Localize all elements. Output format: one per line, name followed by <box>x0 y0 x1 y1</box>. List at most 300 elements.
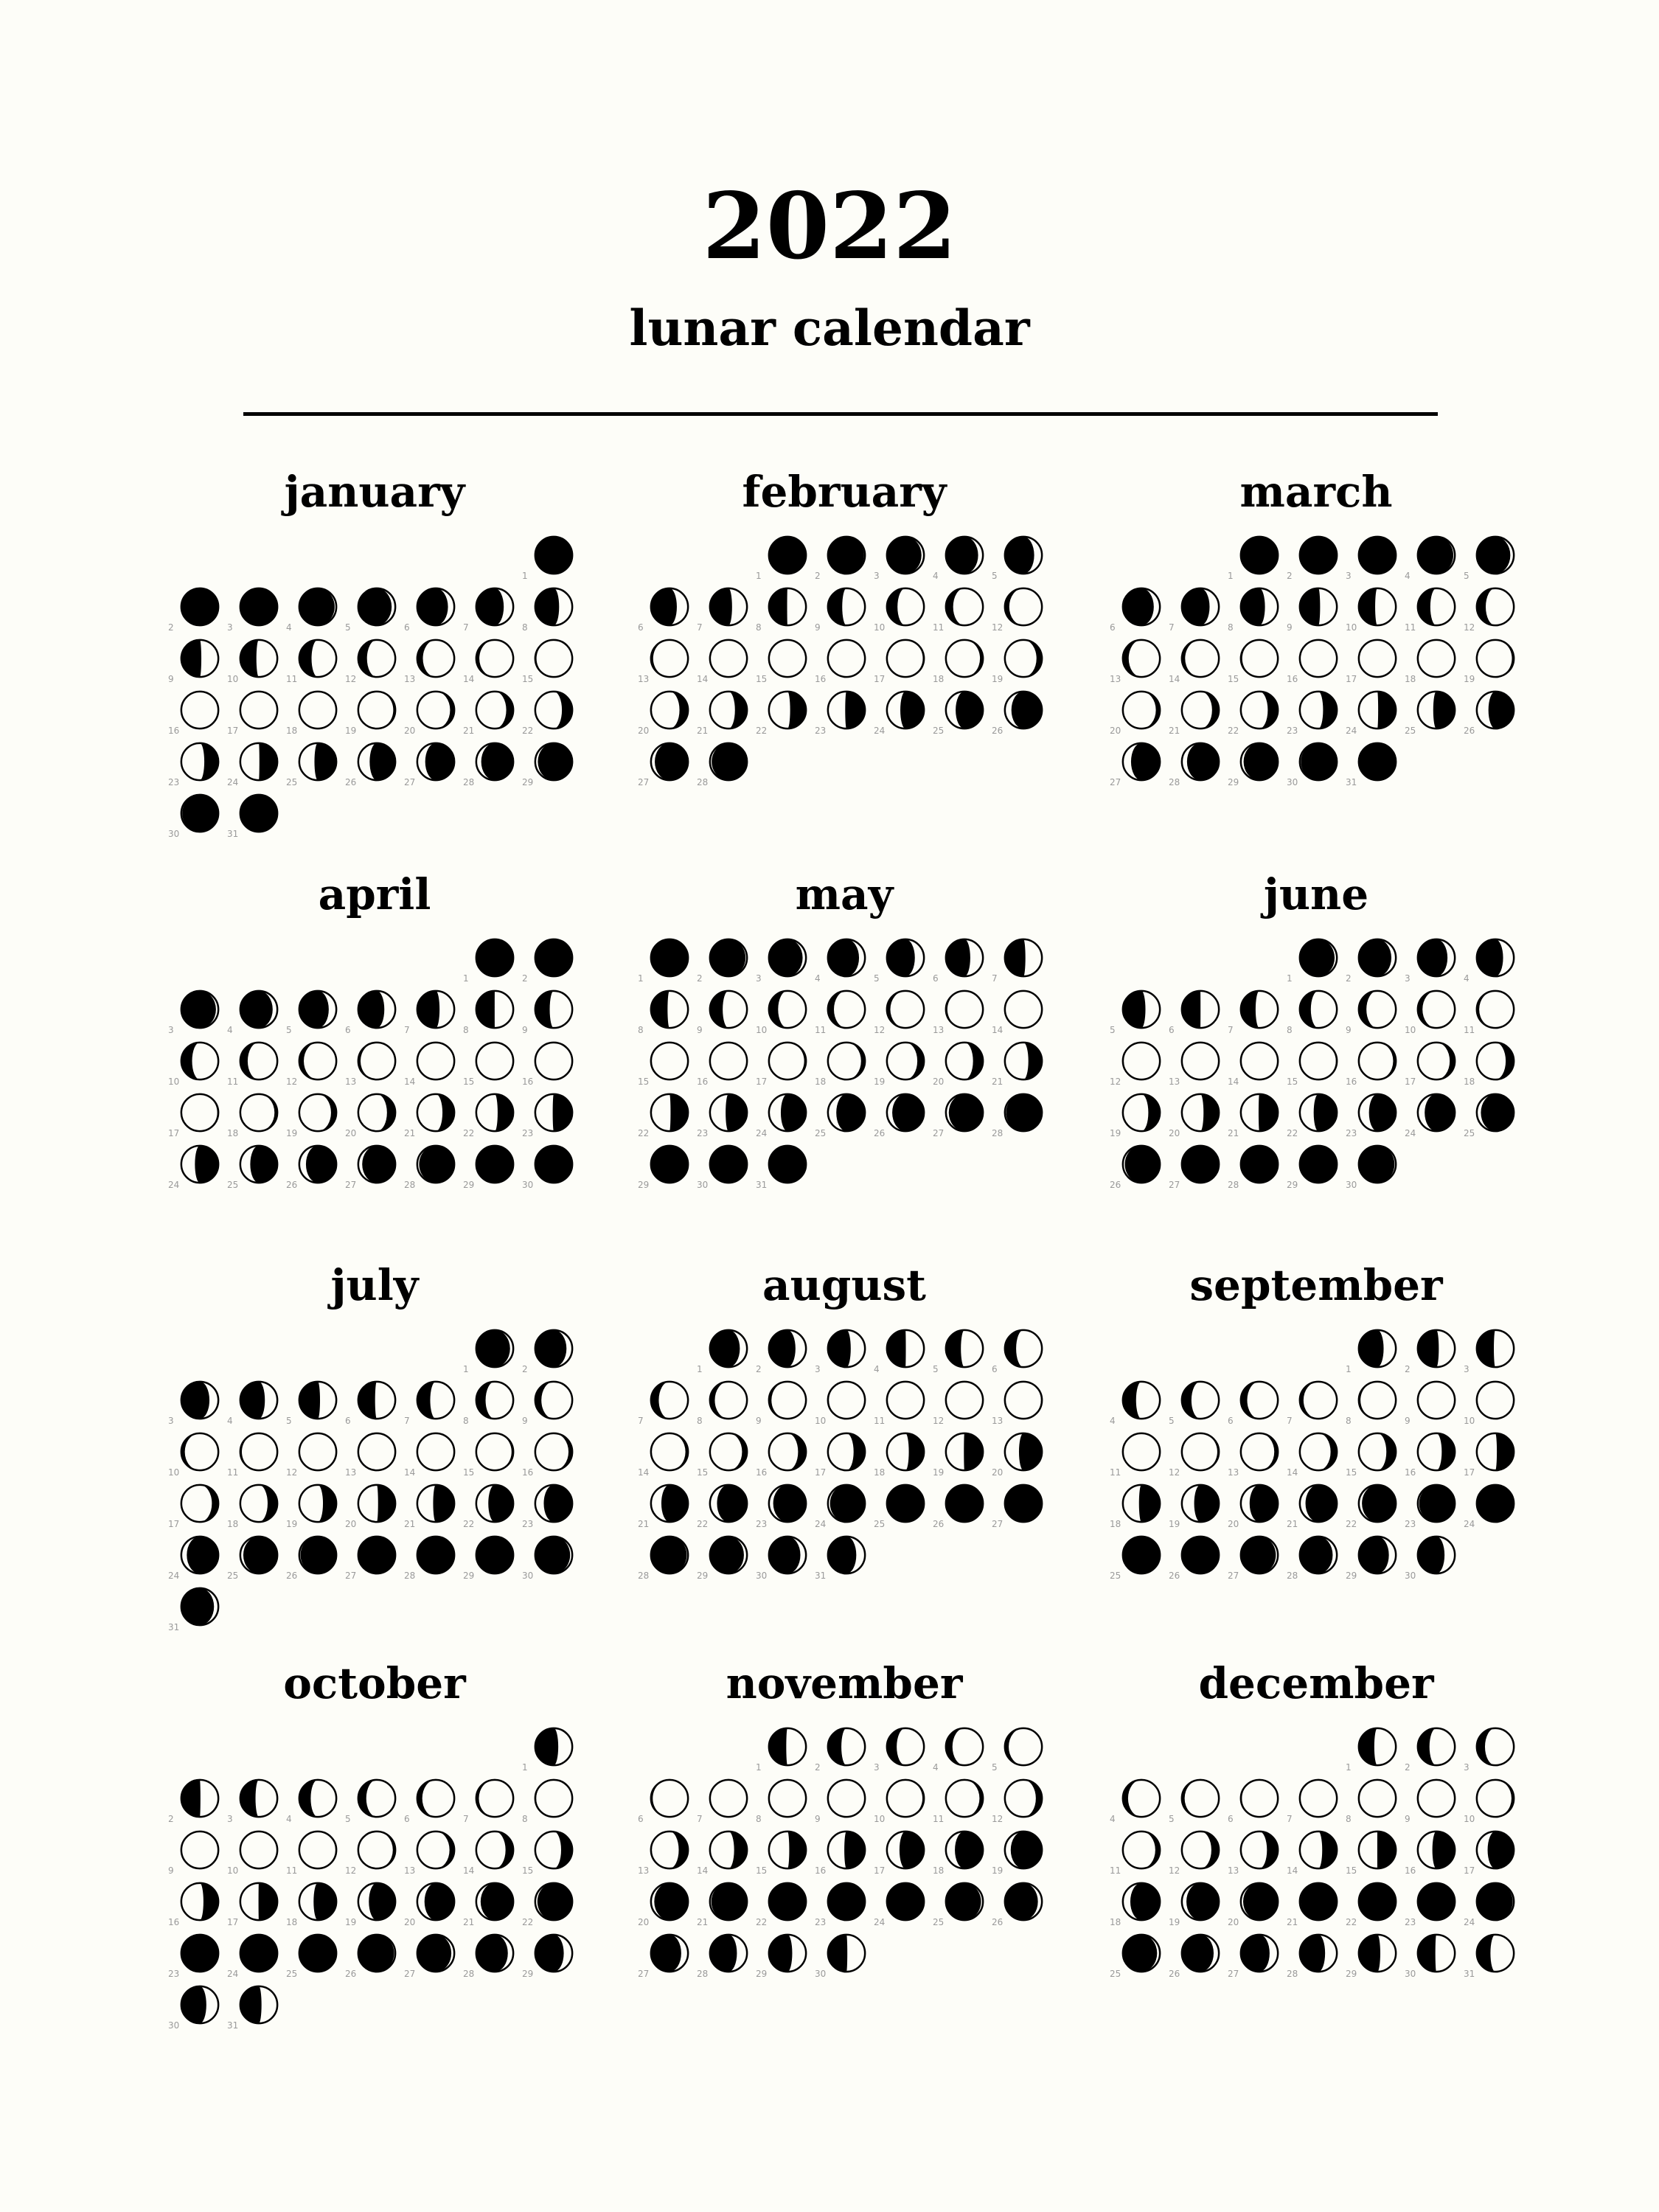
moon-phase-icon <box>355 988 398 1031</box>
moon-day <box>815 689 871 740</box>
moon-day <box>1287 637 1343 689</box>
moon-day <box>404 637 460 689</box>
day-number: 9 <box>756 1416 762 1426</box>
moon-day <box>1346 936 1402 988</box>
day-number: 28 <box>404 1180 416 1190</box>
day-number: 22 <box>756 726 768 736</box>
day-number: 25 <box>227 1180 239 1190</box>
day-number: 22 <box>522 726 534 736</box>
day-number: 2 <box>522 973 528 984</box>
moon-phase-icon <box>178 1379 221 1422</box>
moon-day <box>227 585 283 637</box>
moon-phase-icon <box>884 534 927 577</box>
moon-phase-icon <box>825 1327 868 1370</box>
moon-phase-icon <box>1356 1091 1399 1134</box>
day-number: 25 <box>1110 1571 1121 1581</box>
day-number: 2 <box>1405 1364 1411 1374</box>
day-number: 13 <box>1110 674 1121 684</box>
moon-phase-icon <box>707 585 750 628</box>
moon-phase-icon <box>1474 1725 1517 1768</box>
moon-day <box>1405 1725 1461 1777</box>
day-number: 19 <box>1169 1519 1180 1529</box>
day-number: 7 <box>1228 1025 1234 1035</box>
moon-day <box>1287 1777 1343 1829</box>
moon-phase-icon <box>943 1482 986 1525</box>
moon-day <box>1287 689 1343 740</box>
day-number: 12 <box>933 1416 945 1426</box>
moon-day <box>638 585 694 637</box>
day-number: 6 <box>345 1416 351 1426</box>
moon-day <box>638 1880 694 1932</box>
moon-day <box>756 1091 812 1143</box>
day-number: 7 <box>1169 622 1175 633</box>
moon-day <box>697 1379 753 1430</box>
moon-day <box>522 534 578 585</box>
day-number: 30 <box>1346 1180 1357 1190</box>
moon-day <box>404 1829 460 1880</box>
moon-day <box>756 988 812 1040</box>
moon-day <box>522 936 578 988</box>
day-number: 28 <box>1287 1969 1298 1979</box>
moon-day <box>756 1725 812 1777</box>
day-number: 15 <box>756 1865 768 1876</box>
day-number: 26 <box>1464 726 1475 736</box>
day-number: 12 <box>345 1865 357 1876</box>
moon-phase-icon <box>355 1091 398 1134</box>
day-number: 22 <box>756 1917 768 1927</box>
moon-day <box>1287 1932 1343 1983</box>
moon-phase-icon <box>237 1777 280 1820</box>
day-number: 22 <box>522 1917 534 1927</box>
moon-day <box>463 1091 519 1143</box>
day-number: 28 <box>638 1571 650 1581</box>
day-number: 15 <box>463 1467 475 1478</box>
moon-day <box>286 1829 342 1880</box>
moon-day <box>815 1482 871 1534</box>
moon-day <box>992 1327 1048 1379</box>
day-number: 14 <box>697 1865 709 1876</box>
moon-phase-icon <box>825 1430 868 1473</box>
moon-phase-icon <box>178 988 221 1031</box>
moon-phase-icon <box>532 1880 575 1923</box>
day-number: 9 <box>815 1814 821 1824</box>
moon-phase-icon <box>707 637 750 680</box>
day-number: 16 <box>1405 1865 1416 1876</box>
moon-day <box>404 1040 460 1091</box>
day-number: 13 <box>1169 1077 1180 1087</box>
moon-day <box>168 1379 224 1430</box>
moon-day <box>1110 1040 1166 1091</box>
moon-day <box>1228 740 1284 792</box>
moon-day <box>522 689 578 740</box>
moon-phase-icon <box>943 637 986 680</box>
moon-day <box>286 637 342 689</box>
day-number: 22 <box>1346 1917 1357 1927</box>
day-number: 23 <box>815 726 827 736</box>
moon-phase-icon <box>825 1777 868 1820</box>
moon-day <box>874 936 930 988</box>
moon-day <box>1169 1932 1225 1983</box>
moon-phase-icon <box>296 740 339 783</box>
moon-phase-icon <box>1356 1430 1399 1473</box>
day-number: 25 <box>286 1969 298 1979</box>
moon-phase-icon <box>178 1829 221 1871</box>
day-number: 4 <box>1464 973 1470 984</box>
day-number: 18 <box>227 1519 239 1529</box>
month-january <box>168 466 581 879</box>
moon-phase-icon <box>707 740 750 783</box>
moon-day <box>1228 1880 1284 1932</box>
moon-day <box>1287 1880 1343 1932</box>
day-number: 20 <box>933 1077 945 1087</box>
month-july <box>168 1259 581 1672</box>
moon-phase-icon <box>532 637 575 680</box>
day-number: 18 <box>815 1077 827 1087</box>
moon-phase-icon <box>707 1379 750 1422</box>
moon-phase-icon <box>825 1880 868 1923</box>
moon-day <box>1346 1482 1402 1534</box>
moon-phase-icon <box>414 1091 457 1134</box>
moon-phase-icon <box>1356 1482 1399 1525</box>
moon-day <box>1464 1725 1520 1777</box>
moon-day <box>168 1932 224 1983</box>
day-number: 15 <box>522 1865 534 1876</box>
day-number: 4 <box>815 973 821 984</box>
month-september <box>1110 1259 1523 1672</box>
day-number: 20 <box>638 1917 650 1927</box>
moon-phase-icon <box>1415 1482 1458 1525</box>
day-number: 8 <box>1287 1025 1293 1035</box>
moon-phase-icon <box>355 1482 398 1525</box>
moon-phase-icon <box>355 1143 398 1186</box>
day-number: 31 <box>227 829 239 839</box>
moon-grid <box>638 1658 1051 2070</box>
moon-phase-icon <box>532 936 575 979</box>
moon-phase-icon <box>1179 585 1222 628</box>
moon-phase-icon <box>532 1932 575 1975</box>
moon-day <box>168 1091 224 1143</box>
day-number: 12 <box>1464 622 1475 633</box>
moon-phase-icon <box>532 534 575 577</box>
moon-phase-icon <box>1297 1829 1340 1871</box>
moon-day <box>874 689 930 740</box>
moon-phase-icon <box>648 1932 691 1975</box>
day-number: 16 <box>815 674 827 684</box>
day-number: 9 <box>522 1416 528 1426</box>
moon-day <box>697 1143 753 1194</box>
day-number: 8 <box>697 1416 703 1426</box>
moon-day <box>756 1482 812 1534</box>
moon-phase-icon <box>825 1482 868 1525</box>
moon-day <box>463 936 519 988</box>
moon-day <box>1464 1777 1520 1829</box>
day-number: 12 <box>874 1025 886 1035</box>
day-number: 1 <box>1287 973 1293 984</box>
moon-phase-icon <box>1002 1379 1045 1422</box>
moon-day <box>1228 1932 1284 1983</box>
day-number: 30 <box>756 1571 768 1581</box>
moon-day <box>345 637 401 689</box>
moon-phase-icon <box>296 585 339 628</box>
moon-day <box>463 1932 519 1983</box>
moon-phase-icon <box>1415 1379 1458 1422</box>
day-number: 8 <box>756 622 762 633</box>
moon-phase-icon <box>1474 1777 1517 1820</box>
day-number: 15 <box>463 1077 475 1087</box>
moon-phase-icon <box>1474 534 1517 577</box>
day-number: 25 <box>933 1917 945 1927</box>
moon-day <box>815 1091 871 1143</box>
moon-phase-icon <box>766 689 809 731</box>
day-number: 5 <box>1464 571 1470 581</box>
moon-day <box>522 1534 578 1585</box>
day-number: 24 <box>874 726 886 736</box>
day-number: 1 <box>522 1762 528 1773</box>
moon-phase-icon <box>766 1327 809 1370</box>
moon-day <box>756 637 812 689</box>
day-number: 24 <box>168 1180 180 1190</box>
moon-phase-icon <box>178 1143 221 1186</box>
moon-day <box>286 1880 342 1932</box>
day-number: 18 <box>1110 1519 1121 1529</box>
moon-day <box>874 1482 930 1534</box>
moon-day <box>638 689 694 740</box>
moon-day <box>1169 1880 1225 1932</box>
moon-phase-icon <box>1415 534 1458 577</box>
moon-phase-icon <box>884 1040 927 1082</box>
moon-phase-icon <box>707 1534 750 1576</box>
month-name: january <box>284 467 465 517</box>
day-number: 11 <box>933 1814 945 1824</box>
moon-day <box>345 988 401 1040</box>
moon-phase-icon <box>178 1534 221 1576</box>
day-number: 12 <box>1110 1077 1121 1087</box>
moon-day <box>1464 689 1520 740</box>
moon-day <box>463 1482 519 1534</box>
moon-day <box>522 1880 578 1932</box>
day-number: 10 <box>874 1814 886 1824</box>
moon-phase-icon <box>473 1880 516 1923</box>
moon-day <box>286 1430 342 1482</box>
day-number: 6 <box>933 973 939 984</box>
day-number: 7 <box>992 973 998 984</box>
moon-day <box>345 585 401 637</box>
moon-grid <box>1110 466 1523 879</box>
day-number: 2 <box>1287 571 1293 581</box>
moon-phase-icon <box>296 689 339 731</box>
moon-day <box>992 1379 1048 1430</box>
moon-day <box>1405 1482 1461 1534</box>
moon-day <box>1464 1327 1520 1379</box>
moon-grid <box>1110 1259 1523 1672</box>
moon-phase-icon <box>648 740 691 783</box>
day-number: 22 <box>1346 1519 1357 1529</box>
moon-day <box>933 1880 989 1932</box>
moon-day <box>1346 1725 1402 1777</box>
day-number: 9 <box>1287 622 1293 633</box>
moon-phase-icon <box>648 1040 691 1082</box>
moon-phase-icon <box>707 988 750 1031</box>
moon-phase-icon <box>1356 740 1399 783</box>
moon-day <box>1405 689 1461 740</box>
moon-phase-icon <box>355 1430 398 1473</box>
moon-phase-icon <box>884 637 927 680</box>
day-number: 13 <box>638 674 650 684</box>
moon-day <box>638 1932 694 1983</box>
moon-phase-icon <box>237 689 280 731</box>
moon-phase-icon <box>766 1379 809 1422</box>
moon-day <box>168 1040 224 1091</box>
moon-day <box>286 585 342 637</box>
moon-phase-icon <box>1297 585 1340 628</box>
moon-phase-icon <box>1179 1777 1222 1820</box>
moon-phase-icon <box>532 1534 575 1576</box>
day-number: 28 <box>1287 1571 1298 1581</box>
moon-day <box>638 1379 694 1430</box>
moon-day <box>345 1143 401 1194</box>
moon-day <box>1405 1430 1461 1482</box>
month-august <box>638 1259 1051 1672</box>
day-number: 18 <box>874 1467 886 1478</box>
moon-phase-icon <box>1238 637 1281 680</box>
moon-phase-icon <box>1120 1143 1163 1186</box>
moon-phase-icon <box>766 988 809 1031</box>
moon-day <box>1169 988 1225 1040</box>
month-name: december <box>1198 1658 1434 1708</box>
day-number: 17 <box>874 1865 886 1876</box>
day-number: 8 <box>638 1025 644 1035</box>
moon-day <box>697 1534 753 1585</box>
day-number: 19 <box>933 1467 945 1478</box>
day-number: 11 <box>1110 1865 1121 1876</box>
moon-day <box>1110 689 1166 740</box>
moon-day <box>638 1534 694 1585</box>
moon-phase-icon <box>766 1932 809 1975</box>
day-number: 20 <box>638 726 650 736</box>
moon-day <box>463 1534 519 1585</box>
day-number: 29 <box>463 1571 475 1581</box>
moon-phase-icon <box>1120 1379 1163 1422</box>
day-number: 5 <box>286 1416 292 1426</box>
day-number: 1 <box>697 1364 703 1374</box>
moon-day <box>756 585 812 637</box>
day-number: 29 <box>1346 1969 1357 1979</box>
moon-phase-icon <box>1179 740 1222 783</box>
day-number: 23 <box>1287 726 1298 736</box>
moon-phase-icon <box>648 637 691 680</box>
moon-day <box>933 585 989 637</box>
moon-day <box>404 1534 460 1585</box>
day-number: 4 <box>1405 571 1411 581</box>
moon-day <box>168 1585 224 1637</box>
moon-day <box>345 1777 401 1829</box>
day-number: 10 <box>168 1077 180 1087</box>
moon-phase-icon <box>473 1932 516 1975</box>
day-number: 15 <box>1287 1077 1298 1087</box>
moon-day <box>286 988 342 1040</box>
day-number: 5 <box>992 1762 998 1773</box>
moon-phase-icon <box>1356 689 1399 731</box>
moon-phase-icon <box>414 740 457 783</box>
moon-day <box>638 1040 694 1091</box>
day-number: 8 <box>1228 622 1234 633</box>
moon-phase-icon <box>1002 1091 1045 1134</box>
moon-day <box>1228 637 1284 689</box>
moon-day <box>756 1777 812 1829</box>
moon-day <box>522 637 578 689</box>
moon-day <box>463 1430 519 1482</box>
day-number: 6 <box>1228 1814 1234 1824</box>
moon-phase-icon <box>1002 988 1045 1031</box>
day-number: 17 <box>1464 1865 1475 1876</box>
day-number: 25 <box>227 1571 239 1581</box>
moon-day <box>815 1430 871 1482</box>
moon-phase-icon <box>648 936 691 979</box>
day-number: 5 <box>992 571 998 581</box>
moon-day <box>815 1829 871 1880</box>
moon-phase-icon <box>1356 585 1399 628</box>
day-number: 1 <box>1346 1762 1352 1773</box>
day-number: 18 <box>1110 1917 1121 1927</box>
day-number: 7 <box>404 1416 410 1426</box>
calendar-year: 2022 <box>702 173 957 280</box>
day-number: 21 <box>638 1519 650 1529</box>
moon-day <box>1405 1327 1461 1379</box>
moon-phase-icon <box>532 1777 575 1820</box>
moon-phase-icon <box>355 689 398 731</box>
moon-day <box>1405 1777 1461 1829</box>
moon-phase-icon <box>1474 637 1517 680</box>
day-number: 16 <box>522 1077 534 1087</box>
moon-phase-icon <box>178 740 221 783</box>
moon-phase-icon <box>1238 585 1281 628</box>
moon-day <box>227 1379 283 1430</box>
month-name: may <box>795 869 894 919</box>
calendar-subtitle: lunar calendar <box>629 299 1030 357</box>
moon-day <box>756 936 812 988</box>
moon-phase-icon <box>178 1983 221 2026</box>
moon-day <box>1169 1777 1225 1829</box>
moon-day <box>756 1932 812 1983</box>
moon-phase-icon <box>237 988 280 1031</box>
day-number: 25 <box>1405 726 1416 736</box>
day-number: 20 <box>345 1128 357 1138</box>
moon-day <box>1346 1829 1402 1880</box>
day-number: 21 <box>1228 1128 1239 1138</box>
day-number: 21 <box>463 726 475 736</box>
moon-phase-icon <box>414 1777 457 1820</box>
moon-phase-icon <box>1179 1482 1222 1525</box>
moon-phase-icon <box>1297 1880 1340 1923</box>
day-number: 4 <box>286 1814 292 1824</box>
moon-day <box>992 689 1048 740</box>
moon-phase-icon <box>884 1829 927 1871</box>
month-february <box>638 466 1051 879</box>
moon-day <box>933 637 989 689</box>
moon-phase-icon <box>414 1932 457 1975</box>
moon-phase-icon <box>1238 689 1281 731</box>
moon-phase-icon <box>1120 1829 1163 1871</box>
day-number: 22 <box>638 1128 650 1138</box>
moon-day <box>1464 936 1520 988</box>
moon-day <box>1464 1091 1520 1143</box>
moon-day <box>638 637 694 689</box>
day-number: 27 <box>1228 1969 1239 1979</box>
moon-phase-icon <box>237 1880 280 1923</box>
moon-phase-icon <box>648 1482 691 1525</box>
moon-day <box>168 740 224 792</box>
moon-day <box>874 1829 930 1880</box>
